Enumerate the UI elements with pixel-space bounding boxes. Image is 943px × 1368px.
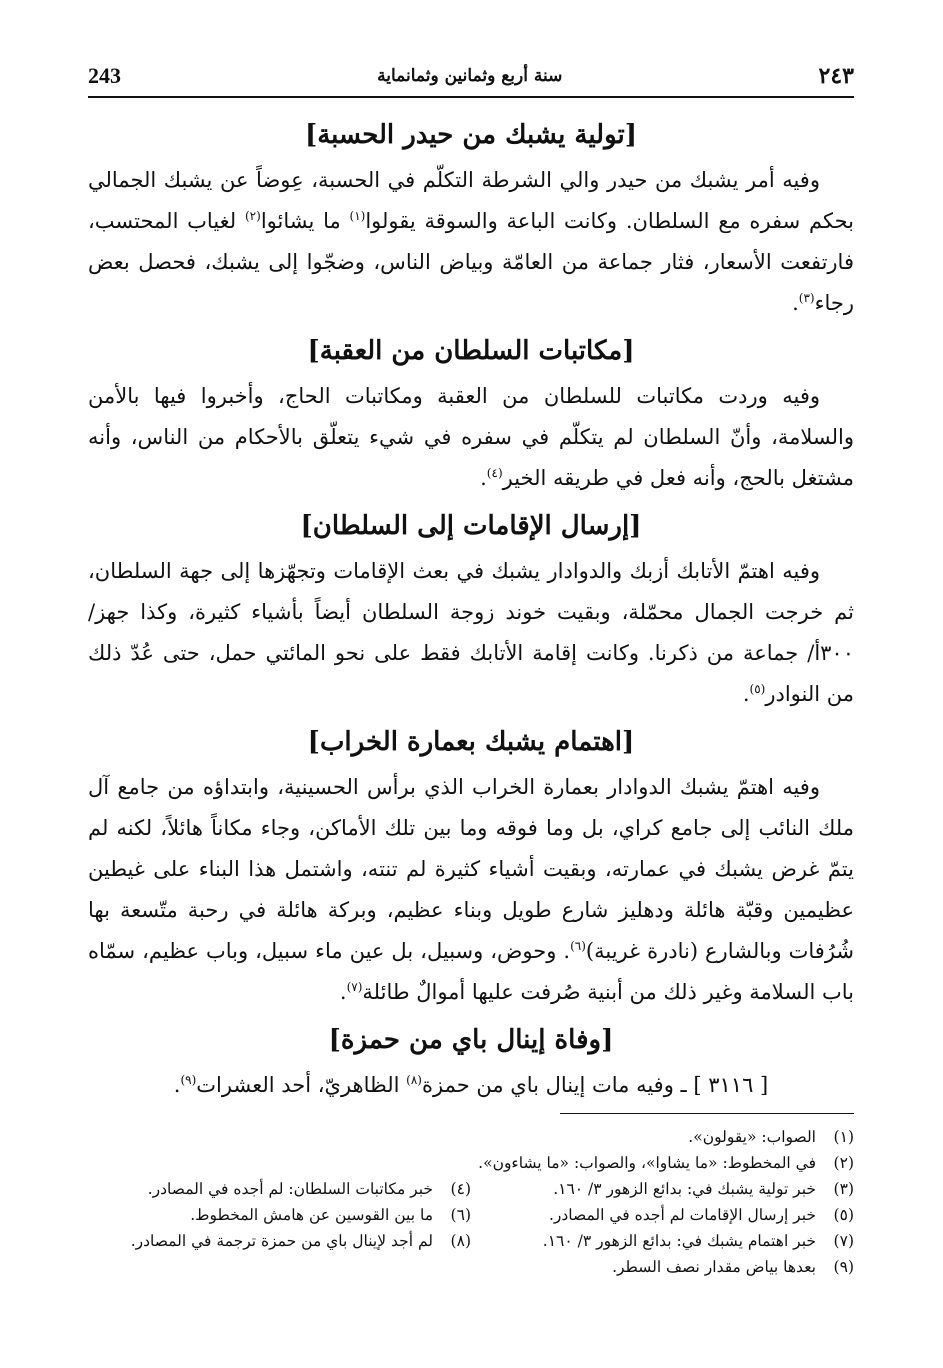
text-run: وفيه اهتمّ يشبك الدوادار بعمارة الخراب الذي برأس الحسينية، وابتداؤه من جامع آل ملك النائب إلى جامع كراي، بل وما فوقه وما بين تلك الأماكن، وجاء مكاناً هائلاً، لكنه لم يتمّ غرض يشبك في عمارته، وبقيت أشياء كثيرة لم تنته، واشتمل هذا البناء على غيطين عظيمين وقبّة هائلة ودهليز شارع طويل وبناء عظيم، وبركة هائلة في رحبة متّسعة بها شُرُفات وبالشارع (نادرة غريبة) (88, 775, 854, 963)
main-text (88, 108, 854, 1106)
footnote-number: (٨) (450, 1232, 471, 1250)
footnote-text: لم أجد لإينال باي من حمزة ترجمة في المصادر. (130, 1232, 433, 1250)
text-run: لغياب المحتسب، فارتفعت الأسعار، فثار جماعة من العامّة وبياض الناس، وضجّوا إلى يشبك، فحصل بعض رجاء (88, 209, 854, 315)
running-title: سنة أربع وثمانين وثمانماية (377, 66, 563, 86)
footnote-row (88, 1150, 854, 1176)
section-paragraph (88, 160, 854, 324)
section-heading: [اهتمام يشبك بعمارة الخراب] (307, 727, 635, 757)
text-run: . (480, 466, 487, 490)
section-paragraph (88, 376, 854, 499)
footnote-ref: (٣) (798, 291, 815, 305)
footnote-row (88, 1254, 854, 1280)
section-heading: [تولية يشبك من حيدر الحسبة] (304, 120, 638, 150)
footnote-text: خبر إرسال الإقامات لم أجده في المصادر. (548, 1206, 816, 1224)
text-run: وفيه وردت مكاتبات للسلطان من العقبة ومكاتبات الحاج، وأخبروا فيها بالأمن والسلامة، وأنّ السلطان لم يتكلّم في سفره في شيء يتعلّق بالأحكام من الناس، وأنه مشتغل بالحج، وأنه فعل في طريقه الخير (88, 384, 854, 490)
footnote-ref: (٧) (346, 980, 363, 994)
footnote-number: (٩) (833, 1258, 854, 1276)
section-paragraph (88, 551, 854, 715)
page-header (88, 56, 854, 98)
footnote-number: (٥) (833, 1206, 854, 1224)
text-run: ما يشائوا (260, 209, 350, 233)
footnote-ref: (٩) (180, 1073, 197, 1087)
text-run: . (173, 1073, 181, 1097)
footnote-text: الصواب: «يقولون». (688, 1128, 816, 1146)
text-run: . (742, 682, 750, 706)
footnote-text: ما بين القوسين عن هامش المخطوط. (190, 1206, 433, 1224)
footnote-separator (560, 1113, 854, 1114)
section-heading: [وفاة إينال باي من حمزة] (328, 1025, 614, 1055)
section-paragraph (88, 767, 854, 1013)
text-run: الظاهريّ، أحد العشرات (196, 1073, 407, 1097)
footnote-row (88, 1202, 854, 1228)
footnote-number: (٧) (833, 1232, 854, 1250)
text-run: وفيه أمر يشبك من حيدر والي الشرطة التكلّم في الحسبة، عِوضاً عن يشبك الجمالي بحكم سفره مع السلطان. وكانت الباعة والسوقة يقولوا (88, 168, 854, 233)
footnote-ref: (٥) (749, 682, 766, 696)
footnote-number: (٤) (450, 1180, 471, 1198)
footnote-ref: (٤) (486, 466, 503, 480)
section-heading: [مكاتبات السلطان من العقبة] (307, 336, 635, 366)
footnote-text: في المخطوط: «ما يشاوا»، والصواب: «ما يشاءون». (478, 1154, 816, 1172)
footnote-text: خبر مكاتبات السلطان: لم أجده في المصادر. (147, 1180, 433, 1198)
footnote-ref: (٦) (570, 939, 586, 953)
section-heading: [إرسال الإقامات إلى السلطان] (300, 511, 642, 541)
page-number-arabic: ٢٤٣ (818, 63, 854, 89)
text-run: . (339, 980, 347, 1004)
footnote-row (88, 1124, 854, 1150)
text-run: . (792, 291, 799, 315)
footnote-number: (١) (833, 1128, 854, 1146)
biography-entry (88, 1065, 854, 1106)
footnote-row (88, 1228, 854, 1254)
footnote-text: خبر اهتمام يشبك في: بدائع الزهور ٣/ ١٦٠. (542, 1232, 816, 1250)
footnote-number: (٣) (833, 1180, 854, 1198)
footnotes (88, 1124, 854, 1280)
footnote-ref: (١) (349, 209, 366, 223)
footnote-number: (٢) (833, 1154, 854, 1172)
footnote-text: بعدها بياض مقدار نصف السطر. (612, 1258, 816, 1276)
page-number-latin: 243 (88, 63, 121, 88)
text-run: [ ٣١١٦ ] ـ وفيه مات إينال باي من حمزة (421, 1073, 769, 1097)
footnote-row (88, 1176, 854, 1202)
text-run: . وحوض، وسبيل، بل عين ماء سبيل، وباب عظيم، سمّاه باب السلامة وغير ذلك من أبنية صُرفت عليها أموالٌ طائلة (88, 939, 854, 1004)
footnote-ref: (٢) (244, 209, 261, 223)
footnote-text: خبر تولية يشبك في: بدائع الزهور ٣/ ١٦٠. (553, 1180, 816, 1198)
footnote-number: (٦) (450, 1206, 471, 1224)
text-run: وفيه اهتمّ الأتابك أزبك والدوادار يشبك في بعث الإقامات وتجهّزها إلى جهة السلطان، ثم خرجت الجمال محمّلة، وبقيت خوند زوجة السلطان أيضاً بأشياء كثيرة، وكذا جهز/ ٣٠٠أ/ جماعة من ذكرنا. وكانت إقامة الأتابك فقط على نحو المائتي حمل، حتى عُدّ ذلك من النوادر (88, 559, 854, 706)
footnote-ref: (٨) (406, 1073, 422, 1087)
